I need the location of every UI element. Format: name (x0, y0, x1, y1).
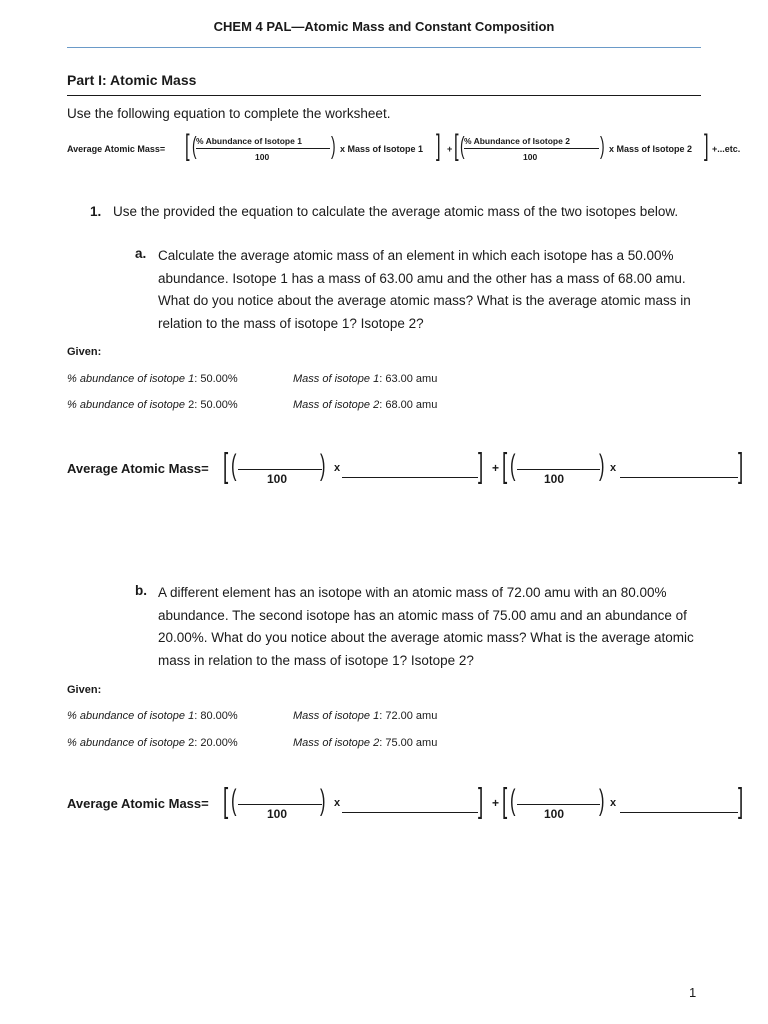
open-bracket: [ (502, 782, 508, 820)
fraction-denominator: 100 (267, 472, 288, 486)
open-paren: ( (231, 449, 237, 482)
fraction-bar[interactable] (517, 469, 600, 470)
section-divider (67, 95, 701, 96)
open-bracket: [ (502, 447, 508, 485)
open-paren: ( (231, 784, 237, 817)
given-abundance-2: % abundance of isotope 2: 20.00% (67, 737, 238, 749)
page-number: 1 (689, 985, 697, 1000)
times-sign: x (334, 797, 341, 809)
close-paren: ) (599, 449, 605, 482)
fraction-bar[interactable] (238, 804, 322, 805)
open-bracket: [ (223, 447, 229, 485)
given-label: Given: (67, 684, 102, 696)
given-abundance-2: % abundance of isotope 2: 50.00% (67, 399, 238, 411)
fraction-denominator: 100 (255, 152, 270, 162)
answer-equation (67, 447, 747, 491)
equation-label: Average Atomic Mass= (67, 144, 166, 154)
answer-equation (67, 782, 747, 826)
plus-sign: + (492, 461, 500, 475)
open-paren: ( (510, 784, 516, 817)
general-equation (67, 129, 757, 166)
given-mass-1: Mass of isotope 1: 63.00 amu (293, 373, 438, 385)
given-mass-2: Mass of isotope 2: 68.00 amu (293, 399, 438, 411)
fraction-bar (196, 148, 330, 149)
close-bracket: ] (704, 129, 709, 162)
close-paren: ) (331, 132, 336, 160)
question-number: 1. (90, 204, 102, 219)
mass-blank[interactable] (620, 812, 738, 813)
section-heading: Part I: Atomic Mass (67, 72, 197, 88)
subquestion-text: A different element has an isotope with an atomic mass of 72.00 amu with an 80.00% abundance. The second isotope has an atomic mass of 75.00 amu and an abundance of 20.00%. What do you notice about the average atomic mass? What is the average atomic mass in relation to the mass of isotope 1? Isotope 2? (158, 585, 694, 668)
close-paren: ) (599, 784, 605, 817)
close-bracket: ] (478, 447, 484, 485)
fraction-denominator: 100 (523, 152, 538, 162)
close-paren: ) (600, 132, 605, 160)
mass-blank[interactable] (342, 477, 478, 478)
fraction-denominator: 100 (544, 807, 565, 821)
fraction-denominator: 100 (544, 472, 565, 486)
document-title: CHEM 4 PAL—Atomic Mass and Constant Composition (213, 19, 555, 34)
open-paren: ( (192, 132, 197, 160)
header-divider (67, 47, 701, 48)
fraction-bar (464, 148, 599, 149)
close-bracket: ] (738, 447, 744, 485)
open-paren: ( (510, 449, 516, 482)
given-label: Given: (67, 346, 102, 358)
mass-blank[interactable] (342, 812, 478, 813)
given-abundance-1: % abundance of isotope 1: 50.00% (67, 373, 238, 385)
plus-sign: + (492, 796, 500, 810)
subquestion-label: a. (135, 246, 147, 261)
close-bracket: ] (478, 782, 484, 820)
fraction-numerator: % Abundance of Isotope 2 (464, 136, 570, 146)
times-sign: x (610, 462, 617, 474)
fraction-denominator: 100 (267, 807, 288, 821)
fraction-bar[interactable] (517, 804, 600, 805)
mass-term: x Mass of Isotope 2 (609, 144, 693, 154)
close-bracket: ] (738, 782, 744, 820)
close-paren: ) (320, 449, 326, 482)
times-sign: x (610, 797, 617, 809)
equation-label: Average Atomic Mass= (67, 461, 209, 476)
subquestion-label: b. (135, 583, 147, 598)
close-paren: ) (320, 784, 326, 817)
close-bracket: ] (436, 129, 441, 162)
open-bracket: [ (454, 129, 459, 162)
fraction-numerator: % Abundance of Isotope 1 (196, 136, 302, 146)
question-text: Use the provided the equation to calculate the average atomic mass of the two isotopes below. (113, 204, 679, 219)
given-mass-1: Mass of isotope 1: 72.00 amu (293, 710, 438, 722)
mass-blank[interactable] (620, 477, 738, 478)
given-abundance-1: % abundance of isotope 1: 80.00% (67, 710, 238, 722)
equation-label: Average Atomic Mass= (67, 796, 209, 811)
times-sign: x (334, 462, 341, 474)
mass-term: x Mass of Isotope 1 (340, 144, 424, 154)
open-paren: ( (460, 132, 465, 160)
open-bracket: [ (223, 782, 229, 820)
subquestion-text: Calculate the average atomic mass of an element in which each isotope has a 50.00% abundance. Isotope 1 has a mass of 63.00 amu and the other has a mass of 68.00 amu. What do you notice about the average atomic mass? What is the average atomic mass in relation to the mass of isotope 1? Isotope 2? (158, 248, 691, 331)
fraction-bar[interactable] (238, 469, 322, 470)
plus-sign: + (447, 144, 453, 154)
etc-text: +...etc. (712, 144, 741, 154)
given-mass-2: Mass of isotope 2: 75.00 amu (293, 737, 438, 749)
intro-text: Use the following equation to complete the worksheet. (67, 106, 391, 121)
open-bracket: [ (185, 129, 190, 162)
